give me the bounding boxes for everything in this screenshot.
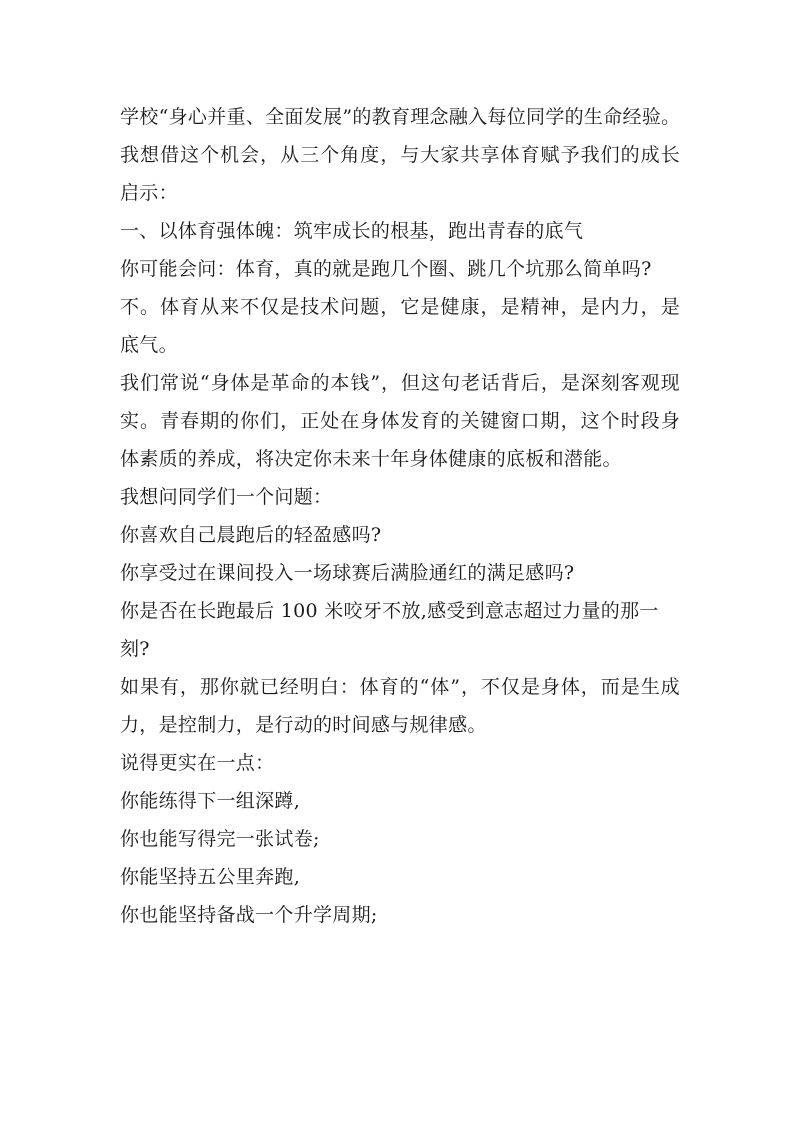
section-heading: 一、以体育强体魄：筑牢成长的根基，跑出青春的底气: [120, 220, 584, 242]
text-line: 启示：: [120, 182, 178, 204]
text-line: 你也能写得完一张试卷;: [120, 828, 320, 850]
text-line: 如果有，那你就已经明白：体育的“体”，不仅是身体，而是生成: [120, 676, 680, 698]
text-line: 体素质的养成，将决定你未来十年身体健康的底板和潜能。: [120, 448, 622, 470]
text-line: 你可能会问：体育，真的就是跑几个圈、跳几个坑那么简单吗?: [120, 258, 652, 280]
text-line: 力，是控制力，是行动的时间感与规律感。: [120, 714, 487, 736]
document-body: [120, 98, 680, 934]
text-line: 不。体育从来不仅是技术问题，它是健康，是精神，是内力，是: [120, 296, 680, 318]
text-line: 说得更实在一点：: [120, 752, 275, 774]
text-line: 我们常说“身体是革命的本钱”，但这句老话背后，是深刻客观现: [120, 372, 680, 394]
text-line: 你也能坚持备战一个升学周期;: [120, 904, 378, 926]
text-line: 我想借这个机会，从三个角度，与大家共享体育赋予我们的成长: [120, 144, 680, 166]
text-line: 你喜欢自己晨跑后的轻盈感吗?: [120, 524, 382, 546]
text-line: 你能练得下一组深蹲,: [120, 790, 301, 812]
text-line: 底气。: [120, 334, 178, 356]
text-line: 你是否在长跑最后 100 米咬牙不放,感受到意志超过力量的那一: [120, 600, 659, 622]
text-line: 学校“身心并重、全面发展”的教育理念融入每位同学的生命经验。: [120, 106, 681, 128]
text-line: 你享受过在课间投入一场球赛后满脸通红的满足感吗?: [120, 562, 575, 584]
text-line: 你能坚持五公里奔跑,: [120, 866, 301, 888]
text-line: 我想问同学们一个问题：: [120, 486, 333, 508]
text-line: 实。青春期的你们，正处在身体发育的关键窗口期，这个时段身: [120, 410, 680, 432]
text-line: 刻?: [120, 638, 150, 660]
